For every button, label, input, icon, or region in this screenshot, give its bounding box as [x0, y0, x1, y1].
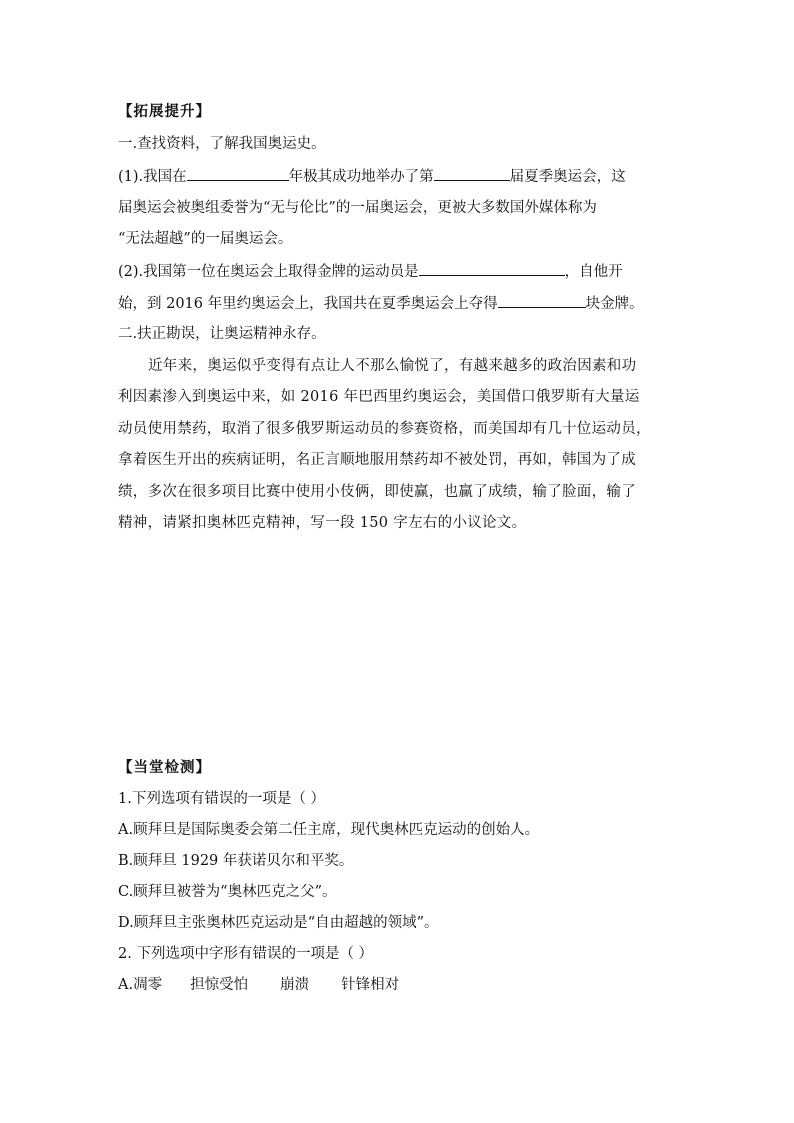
- q1-2-prefix: (2).我国第一位在奥运会上取得金牌的运动员是: [118, 264, 419, 280]
- paragraph-line: 动员使用禁药，取消了很多俄罗斯运动员的参赛资格，而美国却有几十位运动员，: [118, 421, 651, 437]
- test-question-1-option-a: A.顾拜旦是国际奥委会第二任主席，现代奥林匹克运动的创始人。: [118, 822, 540, 838]
- section-heading-classroom-test: 【当堂检测】: [118, 759, 211, 776]
- section-heading-extension: 【拓展提升】: [118, 103, 211, 120]
- test-question-1-option-b: B.顾拜旦 1929 年获诺贝尔和平奖。: [118, 853, 354, 869]
- answer-blank-athlete[interactable]: [419, 261, 565, 276]
- option-a-word-1: A.凋零: [118, 977, 163, 993]
- paragraph-line: 近年来，奥运似乎变得有点让人不那么愉悦了，有越来越多的政治因素和功: [148, 358, 637, 374]
- q1-1-suffix: 届夏季奥运会，这: [509, 169, 626, 185]
- option-a-word-3: 崩溃: [280, 977, 310, 993]
- test-question-2-stem: 2. 下列选项中字形有错误的一项是（ ）: [118, 946, 374, 962]
- test-question-1-stem: 1.下列选项有错误的一项是（ ）: [118, 791, 325, 807]
- question-1-1-line-3: “无法超越”的一届奥运会。: [118, 231, 293, 247]
- test-question-1-option-d: D.顾拜旦主张奥林匹克运动是“自由超越的领域”。: [118, 915, 439, 931]
- question-1-1-line-2: 届奥运会被奥组委誉为“无与伦比”的一届奥运会，更被大多数国外媒体称为: [118, 200, 597, 216]
- test-question-2-option-a: [118, 975, 678, 995]
- question-1-2-line-2: [118, 293, 678, 314]
- answer-blank-year[interactable]: [187, 166, 289, 181]
- option-a-word-2: 担惊受怕: [190, 977, 249, 993]
- paragraph-line: 绩，多次在很多项目比赛中使用小伎俩，即使赢，也赢了成绩，输了脸面，输了: [118, 484, 636, 500]
- test-question-1-option-c: C.顾拜旦被誉为“奥林匹克之父”。: [118, 884, 337, 900]
- q1-2-line2-suffix: 块金牌。: [585, 296, 644, 312]
- q1-2-line2-prefix: 始，到 2016 年里约奥运会上，我国共在夏季奥运会上夺得: [118, 296, 498, 312]
- question-1-title: 一.查找资料，了解我国奥运史。: [118, 136, 326, 152]
- paragraph-line: 精神，请紧扣奥林匹克精神，写一段 150 字左右的小议论文。: [118, 515, 527, 531]
- q1-1-prefix: (1).我国在: [118, 169, 187, 185]
- question-1-2-line-1: [118, 261, 678, 282]
- q1-1-mid: 年极其成功地举办了第: [288, 169, 434, 185]
- answer-blank-gold-count[interactable]: [498, 293, 586, 308]
- answer-blank-edition[interactable]: [434, 166, 510, 181]
- q1-2-suffix: ，自他开: [564, 264, 623, 280]
- option-a-word-4: 针锋相对: [341, 977, 400, 993]
- question-1-1-line-1: [118, 166, 678, 187]
- paragraph-line: 拿着医生开出的疾病证明，名正言顺地服用禁药却不被处罚，再如，韩国为了成: [118, 452, 636, 468]
- paragraph-line: 利因素渗入到奥运中来，如 2016 年巴西里约奥运会，美国借口俄罗斯有大量运: [118, 389, 640, 405]
- question-2-title: 二.扶正勘误，让奥运精神永存。: [118, 326, 326, 342]
